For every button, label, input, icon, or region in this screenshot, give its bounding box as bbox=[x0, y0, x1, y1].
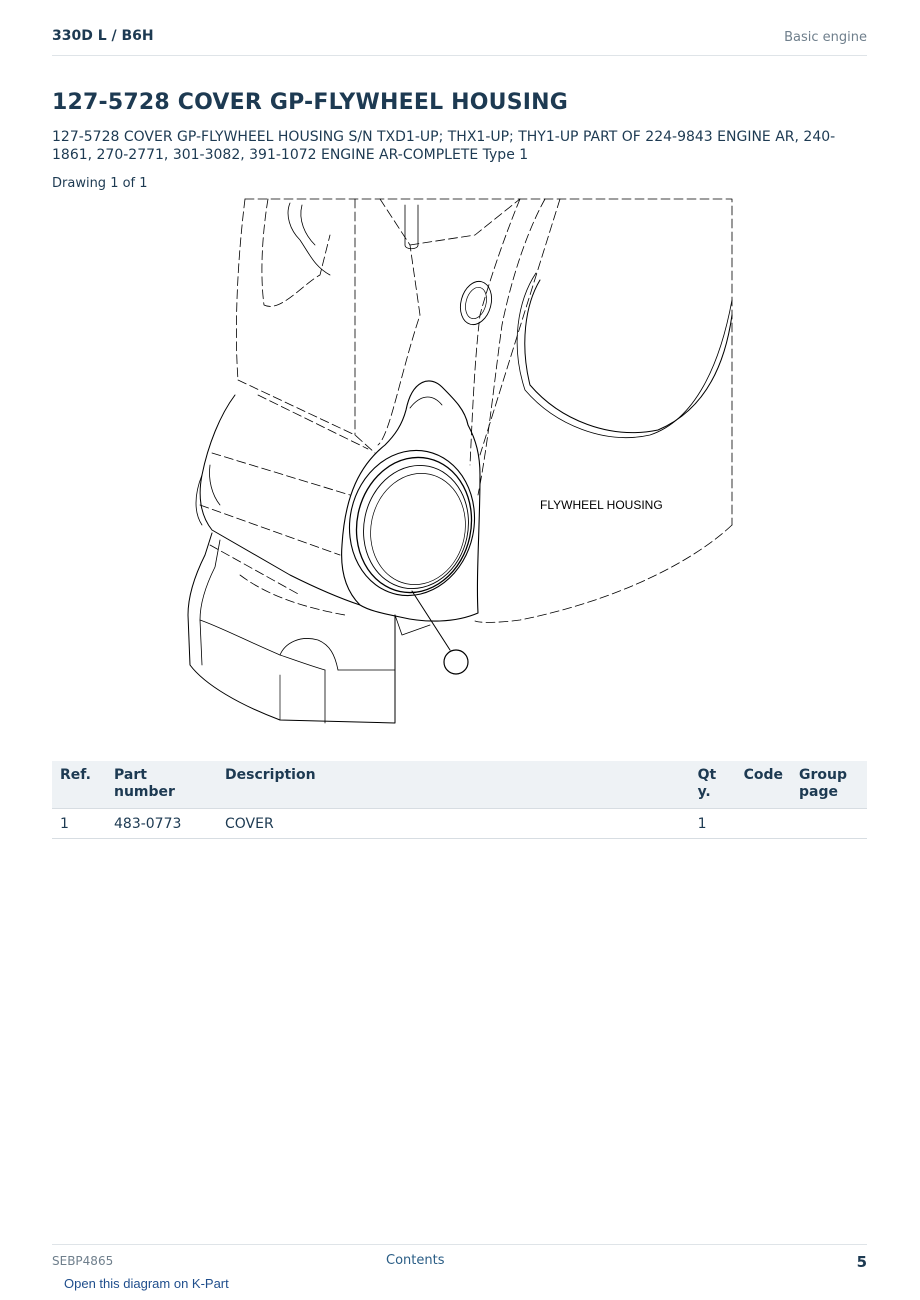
header-description: Description bbox=[217, 761, 690, 809]
open-kpart-link[interactable]: Open this diagram on K-Part bbox=[64, 1276, 229, 1291]
header-part-number: Part number bbox=[106, 761, 217, 809]
page-header bbox=[52, 28, 867, 56]
table-row bbox=[52, 809, 867, 839]
cell-part-number: 483-0773 bbox=[106, 809, 217, 839]
model-name: 330D L / B6H bbox=[52, 28, 154, 44]
cell-ref: 1 bbox=[52, 809, 106, 839]
section-name: Basic engine bbox=[784, 30, 867, 45]
cell-description: COVER bbox=[217, 809, 690, 839]
table-header-row bbox=[52, 761, 867, 809]
parts-drawing bbox=[180, 195, 740, 730]
flywheel-housing-illustration bbox=[180, 195, 740, 730]
cell-qty: 1 bbox=[690, 809, 736, 839]
cell-code bbox=[736, 809, 791, 839]
part-description: 127-5728 COVER GP-FLYWHEEL HOUSING S/N TXD1-UP; THX1-UP; THY1-UP PART OF 224-9843 ENGINE AR, 240-1861, 270-2771, 301-3082, 391-1072 ENGINE AR-COMPLETE Type 1 bbox=[52, 129, 836, 163]
page-number: 5 bbox=[856, 1253, 867, 1271]
contents-link[interactable]: Contents bbox=[386, 1253, 445, 1268]
parts-table bbox=[52, 761, 867, 839]
header-qty: Qty. bbox=[690, 761, 736, 809]
header-code: Code bbox=[736, 761, 791, 809]
callout-circle bbox=[444, 650, 468, 674]
page-title: 127-5728 COVER GP-FLYWHEEL HOUSING bbox=[52, 90, 569, 115]
cell-group-page bbox=[791, 809, 867, 839]
document-id: SEBP4865 bbox=[52, 1254, 114, 1268]
header-group-page: Group page bbox=[791, 761, 867, 809]
header-ref: Ref. bbox=[52, 761, 106, 809]
drawing-label: FLYWHEEL HOUSING bbox=[540, 498, 663, 512]
page-footer bbox=[52, 1244, 867, 1271]
drawing-count: Drawing 1 of 1 bbox=[52, 176, 148, 191]
